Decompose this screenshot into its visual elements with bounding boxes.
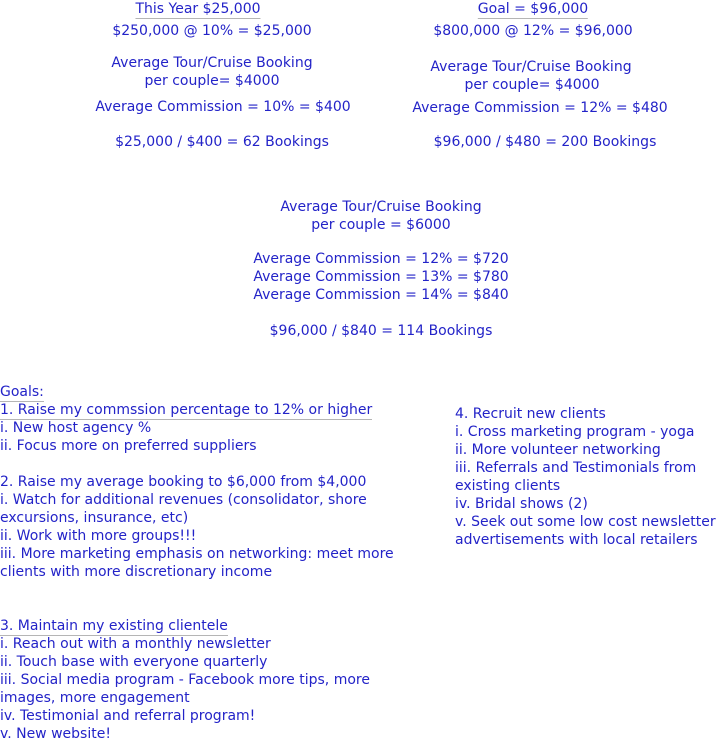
this-year-calc: $250,000 @ 10% = $25,000: [112, 23, 312, 39]
this-year-booking-line1: Average Tour/Cruise Booking: [111, 55, 313, 71]
scenario-commission-13: Average Commission = 13% = $780: [253, 269, 509, 285]
goal4-line: v. Seek out some low cost newsletter: [455, 514, 716, 530]
goal2-line: iii. More marketing emphasis on networking: meet more: [0, 546, 394, 562]
goal4-line: iii. Referrals and Testimonials from: [455, 460, 697, 476]
goal2-line: i. Watch for additional revenues (consolidator, shore: [0, 492, 367, 508]
goal-booking-line2: per couple= $4000: [464, 77, 600, 93]
goal3-line: iii. Social media program - Facebook more tips, more: [0, 672, 370, 688]
scenario-result: $96,000 / $840 = 114 Bookings: [269, 323, 493, 339]
goal-commission: Average Commission = 12% = $480: [412, 100, 668, 116]
goal2-heading: 2. Raise my average booking to $6,000 from $4,000: [0, 474, 367, 490]
goal-calc: $800,000 @ 12% = $96,000: [433, 23, 633, 39]
this-year-heading: This Year $25,000: [135, 1, 261, 17]
goal4-line: advertisements with local retailers: [455, 532, 698, 548]
scenario-commission-12: Average Commission = 12% = $720: [253, 251, 509, 267]
goal1-item: i. New host agency %: [0, 420, 152, 436]
goal3-line: v. New website!: [0, 726, 111, 742]
goal4-line: existing clients: [455, 478, 561, 494]
goal-heading: Goal = $96,000: [477, 1, 589, 17]
goals-title: Goals:: [0, 384, 44, 400]
goal4-line: iv. Bridal shows (2): [455, 496, 588, 512]
goal3-line: ii. Touch base with everyone quarterly: [0, 654, 268, 670]
goal2-line: ii. Work with more groups!!!: [0, 528, 197, 544]
goal4-line: i. Cross marketing program - yoga: [455, 424, 695, 440]
this-year-booking-line2: per couple= $4000: [144, 73, 280, 89]
goal3-line: iv. Testimonial and referral program!: [0, 708, 256, 724]
goal1-item: ii. Focus more on preferred suppliers: [0, 438, 257, 454]
this-year-result: $25,000 / $400 = 62 Bookings: [115, 134, 329, 150]
this-year-commission: Average Commission = 10% = $400: [95, 99, 351, 115]
goal-booking-line1: Average Tour/Cruise Booking: [430, 59, 632, 75]
scenario-booking-line1: Average Tour/Cruise Booking: [280, 199, 482, 215]
goal3-line: images, more engagement: [0, 690, 190, 706]
goal2-line: clients with more discretionary income: [0, 564, 273, 580]
goal1-heading: 1. Raise my commssion percentage to 12% or higher: [0, 402, 373, 418]
goal2-line: excursions, insurance, etc): [0, 510, 189, 526]
scenario-commission-14: Average Commission = 14% = $840: [253, 287, 509, 303]
goal-result: $96,000 / $480 = 200 Bookings: [433, 134, 657, 150]
scenario-booking-line2: per couple = $6000: [311, 217, 451, 233]
goal4-heading: 4. Recruit new clients: [455, 406, 606, 422]
goal4-line: ii. More volunteer networking: [455, 442, 661, 458]
goal3-heading: 3. Maintain my existing clientele: [0, 618, 228, 634]
goal3-line: i. Reach out with a monthly newsletter: [0, 636, 271, 652]
